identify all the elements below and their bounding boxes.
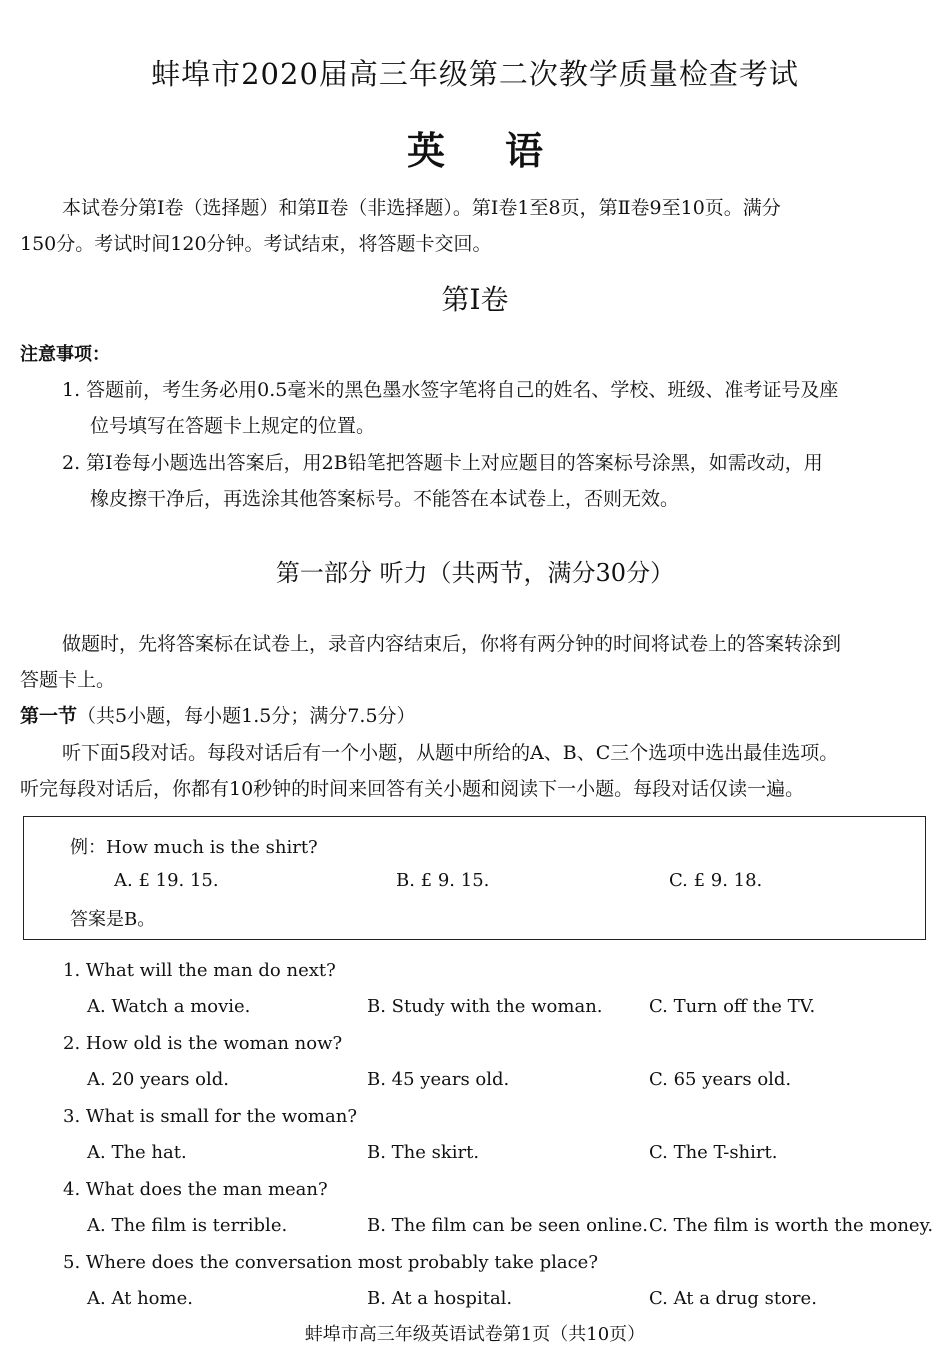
question-1: 1. What will the man do next? xyxy=(63,960,336,981)
notice-heading: 注意事项： xyxy=(20,344,110,365)
example-option-a: A. £ 19. 15. xyxy=(114,870,219,891)
section-1-label: 第一节 xyxy=(20,705,78,727)
question-1-option-c: C. Turn off the TV. xyxy=(649,996,816,1017)
question-4-option-a: A. The film is terrible. xyxy=(87,1215,288,1236)
question-3-option-b: B. The skirt. xyxy=(367,1142,480,1163)
notice-item-1-line-2: 位号填写在答题卡上规定的位置。 xyxy=(90,415,376,437)
part-1-instruction-line-1: 做题时，先将答案标在试卷上，录音内容结束后，你将有两分钟的时间将试卷上的答案转涂到 xyxy=(62,633,842,655)
example-option-c: C. £ 9. 18. xyxy=(669,870,763,891)
example-question: 例：How much is the shirt? xyxy=(70,837,318,858)
notice-item-1-line-1: 1. 答题前，考生务必用0.5毫米的黑色墨水签字笔将自己的姓名、学校、班级、准考证号及座 xyxy=(62,379,839,401)
question-2-option-b: B. 45 years old. xyxy=(367,1069,510,1090)
example-answer: 答案是B。 xyxy=(70,909,156,930)
volume-title: 第Ⅰ卷 xyxy=(441,283,509,316)
question-2: 2. How old is the woman now? xyxy=(63,1033,343,1054)
question-2-option-c: C. 65 years old. xyxy=(649,1069,792,1090)
question-5: 5. Where does the conversation most probably take place? xyxy=(63,1252,598,1273)
part-1-instruction-line-2: 答题卡上。 xyxy=(20,669,116,691)
notice-item-2-line-1: 2. 第Ⅰ卷每小题选出答案后，用2B铅笔把答题卡上对应题目的答案标号涂黑，如需改动，用 xyxy=(62,452,823,474)
section-1-instruction-line-2: 听完每段对话后，你都有10秒钟的时间来回答有关小题和阅读下一小题。每段对话仅读一遍。 xyxy=(20,778,805,800)
question-3-option-c: C. The T-shirt. xyxy=(649,1142,778,1163)
example-box xyxy=(23,816,926,940)
question-1-option-b: B. Study with the woman. xyxy=(367,996,603,1017)
subject-title: 英语 xyxy=(406,128,603,173)
question-5-option-c: C. At a drug store. xyxy=(649,1288,817,1309)
section-1-heading xyxy=(20,698,416,734)
question-3-option-a: A. The hat. xyxy=(87,1142,187,1163)
intro-line-2: 150分。考试时间120分钟。考试结束，将答题卡交回。 xyxy=(20,233,492,255)
question-4-option-c: C. The film is worth the money. xyxy=(649,1215,934,1236)
page-footer: 蚌埠市高三年级英语试卷第1页（共10页） xyxy=(304,1324,646,1345)
question-3: 3. What is small for the woman? xyxy=(63,1106,357,1127)
section-1-instruction-line-1: 听下面5段对话。每段对话后有一个小题，从题中所给的A、B、C三个选项中选出最佳选项。 xyxy=(62,742,839,764)
exam-title: 蚌埠市2020届高三年级第二次教学质量检查考试 xyxy=(151,57,799,91)
intro-line-1: 本试卷分第Ⅰ卷（选择题）和第Ⅱ卷（非选择题）。第Ⅰ卷1至8页，第Ⅱ卷9至10页。满分 xyxy=(62,197,781,219)
example-option-b: B. £ 9. 15. xyxy=(396,870,490,891)
question-5-option-a: A. At home. xyxy=(87,1288,193,1309)
notice-item-2-line-2: 橡皮擦干净后，再选涂其他答案标号。不能答在本试卷上，否则无效。 xyxy=(90,488,680,510)
section-1-info: （共5小题，每小题1.5分；满分7.5分） xyxy=(77,705,416,727)
question-4-option-b: B. The film can be seen online. xyxy=(367,1215,648,1236)
part-1-heading: 第一部分 听力（共两节，满分30分） xyxy=(275,559,675,587)
question-4: 4. What does the man mean? xyxy=(63,1179,328,1200)
question-5-option-b: B. At a hospital. xyxy=(367,1288,513,1309)
question-2-option-a: A. 20 years old. xyxy=(87,1069,230,1090)
question-1-option-a: A. Watch a movie. xyxy=(87,996,251,1017)
